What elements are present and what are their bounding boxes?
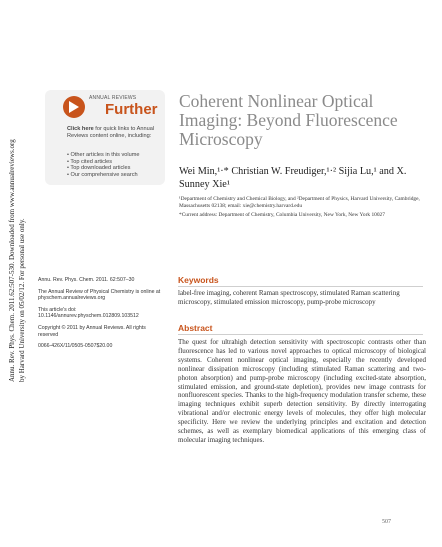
download-notice-line-1: Annu. Rev. Phys. Chem. 2011.62:507-530. Downloaded from www.annualreviews.org: [8, 139, 16, 382]
page-number: 507: [382, 519, 391, 525]
further-link-top-downloaded[interactable]: • Top downloaded articles: [67, 165, 131, 172]
download-notice-line-2: by Harvard University on 05/02/12. For personal use only.: [18, 218, 26, 382]
further-link-search[interactable]: • Our comprehensive search: [67, 171, 138, 178]
keywords-divider: [178, 286, 423, 287]
author-list: Wei Min,¹·* Christian W. Freudiger,¹·² Sijia Lu,¹ and X. Sunney Xie¹: [179, 166, 407, 190]
affiliations: ¹Department of Chemistry and Chemical Biology, and ²Department of Physics, Harvard University, Cambridge, Massachusetts 02138; email: xie@chemistry.harvard.edu: [179, 196, 420, 209]
keywords-text: label-free imaging, coherent Raman spectroscopy, stimulated Raman scattering microscopy, stimulated emission microscopy, pump-probe microscopy: [178, 289, 400, 306]
annual-reviews-label: ANNUAL REVIEWS: [89, 95, 137, 101]
further-link-top-cited[interactable]: • Top cited articles: [67, 158, 113, 165]
abstract-divider: [178, 334, 423, 335]
citation: Annu. Rev. Phys. Chem. 2011. 62:507–30: [38, 277, 135, 283]
further-link-other-articles[interactable]: • Other articles in this volume: [67, 152, 140, 158]
abstract-text: The quest for ultrahigh detection sensitivity with spectroscopic contrasts other than fluorescence has led to various novel approaches to optical microscopy of biological systems. Coherent nonlinear optical imaging, especially the recently developed nonlinear dissipation microscopy (including stimulated Raman scattering and two-photon absorption) and pump-probe microscopy (including excited-state absorption, stimulated emission, and ground-state depletion), provides new image contrasts for nonfluorescent species. Thanks to the high-frequency modulation transfer scheme, these imaging techniques exhibit superb detection sensitivity. By directly interrogating vibrational and/or electronic energy levels of molecules, they offer high molecular specificity. Here we review the underlying principles and excitation and detection schemes, as well as exemplary biomedical applications of this emerging class of molecular imaging techniques.: [178, 338, 426, 444]
download-notice: [2, 139, 36, 390]
online-note: The Annual Review of Physical Chemistry is online at physchem.annualreviews.org: [38, 288, 161, 302]
further-panel[interactable]: [45, 90, 165, 185]
keywords-heading: Keywords: [178, 275, 219, 285]
copyright: Copyright © 2011 by Annual Reviews. All rights reserved: [38, 324, 146, 338]
annual-reviews-logo-icon: [63, 96, 85, 118]
click-here-link[interactable]: Click here: [67, 126, 94, 132]
further-heading: Further: [105, 101, 158, 118]
further-description: [67, 126, 155, 140]
further-links-list: [67, 152, 140, 178]
further-description-text: for quick links to Annual Reviews content online, including:: [67, 126, 155, 139]
issn: 0066-426X/11/0505-0507$20.00: [38, 343, 113, 350]
article-metadata: [38, 277, 163, 355]
article-title: Coherent Nonlinear Optical Imaging: Beyond Fluorescence Microscopy: [179, 91, 398, 149]
doi-value[interactable]: 10.1146/annurev.physchem.012809.103512: [38, 313, 139, 320]
current-address: *Current address: Department of Chemistry, Columbia University, New York, New York 10027: [179, 212, 385, 218]
doi-label: This article's doi:: [38, 306, 77, 313]
abstract-heading: Abstract: [178, 323, 213, 333]
doi-block: [38, 307, 163, 320]
